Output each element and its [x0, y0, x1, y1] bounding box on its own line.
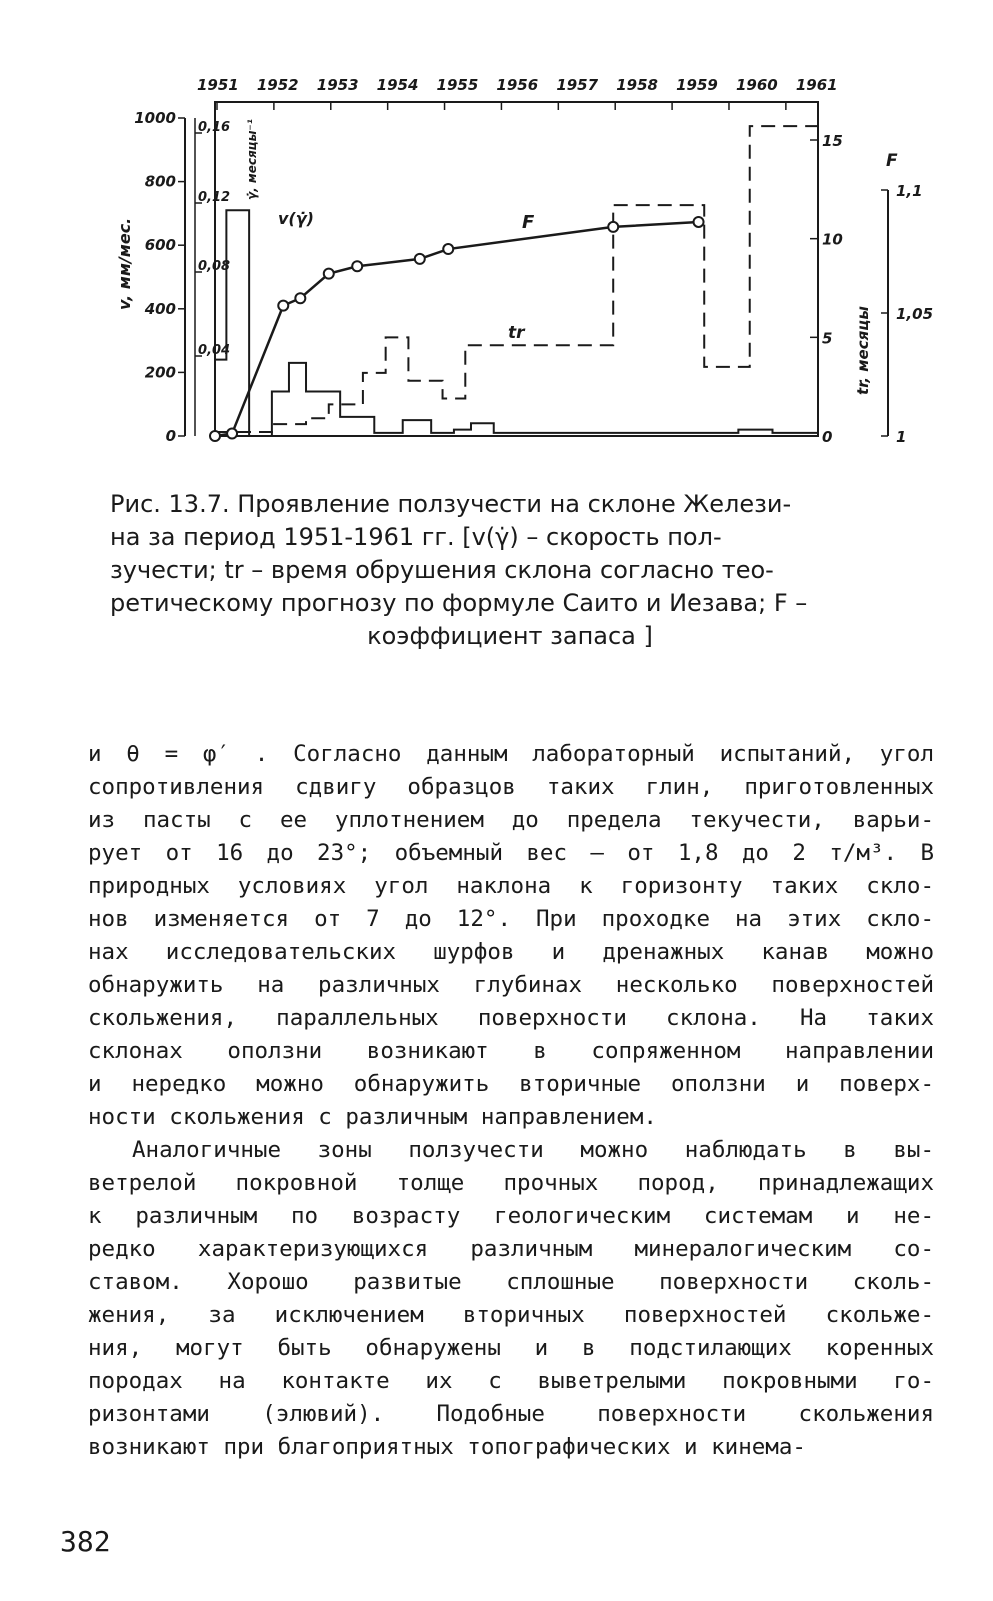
year-label: 1956 [496, 76, 539, 94]
tr-axis-title: tr, месяцы [854, 306, 872, 395]
caption-line: Рис. 13.7. Проявление ползучести на склоне Желези- [110, 490, 792, 518]
page-number: 382 [60, 1525, 111, 1558]
f-point [352, 261, 362, 271]
f-point [210, 431, 220, 441]
f-series-label: F [522, 212, 535, 233]
creep-chart [0, 0, 993, 470]
paragraph-line: и θ = φ′ . Согласно данным лабораторный испытаний, угол [88, 741, 934, 767]
f-point [443, 244, 453, 254]
year-label: 1955 [436, 76, 479, 94]
figure-caption [110, 488, 910, 653]
paragraph-line: породах на контакте их с выветрелыми покровными го- [88, 1368, 934, 1394]
v-series-label: v(γ̇) [278, 209, 314, 228]
paragraph-line: ния, могут быть обнаружены и в подстилающих коренных [88, 1335, 934, 1361]
chart-axes [185, 102, 888, 436]
paragraph-line: ризонтами (элювий). Подобные поверхности скольжения [88, 1401, 934, 1427]
f-point [324, 269, 334, 279]
paragraph-line: обнаружить на различных глубинах несколько поверхностей [88, 972, 934, 998]
paragraph-line: ставом. Хорошо развитые сплошные поверхности сколь- [88, 1269, 934, 1295]
year-label: 1954 [376, 76, 419, 94]
body-text [88, 738, 934, 1464]
paragraph-line: возникают при благоприятных топографических и кинема- [88, 1434, 806, 1460]
year-label: 1958 [616, 76, 658, 94]
paragraph-line: жения, за исключением вторичных поверхностей скольже- [88, 1302, 934, 1328]
gamma-axis-title: γ̇, месяцы⁻¹ [245, 118, 259, 200]
v-axis-tick-label: 0 [165, 427, 176, 445]
paragraph-line: сопротивления сдвигу образцов таких глин, приготовленных [88, 774, 934, 800]
gamma-axis-tick-label: 0,16 [198, 120, 231, 135]
paragraph-line: Аналогичные зоны ползучести можно наблюдать в вы- [132, 1137, 934, 1163]
paragraph-line: природных условиях угол наклона к горизонту таких скло- [88, 873, 934, 899]
gamma-axis-tick-label: 0,04 [198, 343, 231, 358]
year-label: 1959 [676, 76, 718, 94]
caption-line: зучести; tr – время обрушения склона согласно тео- [110, 556, 774, 584]
paragraph-line: рует от 16 до 23°; объемный вес – от 1,8 до 2 т/м³. В [88, 840, 934, 866]
gamma-axis-tick-label: 0,12 [198, 190, 231, 205]
v-axis-tick-label: 800 [144, 172, 176, 191]
f-axis-title: F [886, 151, 898, 171]
paragraph-line: нах исследовательских шурфов и дренажных канав можно [88, 939, 934, 965]
paragraph-line: и нередко можно обнаружить вторичные оползни и поверх- [88, 1071, 934, 1097]
tr-axis-tick-label: 5 [822, 329, 833, 348]
v-axis-tick-label: 1000 [134, 109, 176, 127]
v-axis-tick-label: 400 [144, 299, 176, 318]
paragraph-line: ности скольжения с различным направлением. [88, 1104, 657, 1130]
paragraph-2 [88, 1134, 934, 1464]
f-axis-tick-label: 1,05 [896, 305, 934, 323]
year-label: 1960 [735, 76, 778, 94]
year-label: 1951 [197, 76, 239, 94]
v-axis-title: v, мм/мес. [115, 217, 134, 310]
f-point [694, 217, 704, 227]
tr-axis-tick-label: 10 [822, 230, 843, 249]
f-point [608, 222, 618, 232]
caption-line: коэффициент запаса ] [367, 622, 653, 650]
v-axis-tick-label: 600 [144, 236, 176, 255]
f-point [415, 254, 425, 264]
f-point [278, 301, 288, 311]
f-point [227, 429, 237, 439]
f-point [295, 293, 305, 303]
tr-axis-tick-label: 15 [822, 132, 843, 150]
chart-series [210, 126, 818, 441]
paragraph-line: ветрелой покровной толще прочных пород, принадлежащих [88, 1170, 934, 1196]
year-label: 1957 [556, 76, 599, 94]
tr-axis-tick-label: 0 [822, 428, 833, 446]
paragraph-line: нов изменяется от 7 до 12°. При проходке на этих скло- [88, 906, 934, 932]
paragraph-line: редко характеризующихся различным минералогическим со- [88, 1236, 934, 1262]
paragraph-line: склонах оползни возникают в сопряженном направлении [88, 1038, 934, 1064]
caption-line: ретическому прогнозу по формуле Саито и Иезава; F – [110, 589, 808, 617]
tr-series-label: tr [508, 323, 525, 343]
paragraph-line: из пасты с ее уплотнением до предела текучести, варьи- [88, 807, 934, 833]
gamma-axis-tick-label: 0,08 [198, 259, 231, 274]
paragraph-line: скольжения, параллельных поверхности склона. На таких [88, 1005, 934, 1031]
chart-labels [115, 119, 898, 395]
year-label: 1961 [795, 76, 838, 94]
paragraph-1 [88, 738, 934, 1134]
year-label: 1953 [316, 76, 359, 94]
v-axis-tick-label: 200 [144, 363, 176, 382]
year-label: 1952 [256, 76, 299, 94]
f-line [215, 222, 699, 436]
caption-line: на за период 1951-1961 гг. [v(γ̇) – скорость пол- [110, 523, 722, 551]
f-axis-tick-label: 1,1 [896, 182, 923, 200]
f-axis-tick-label: 1 [896, 428, 907, 446]
paragraph-line: к различным по возрасту геологическим системам и не- [88, 1203, 934, 1229]
